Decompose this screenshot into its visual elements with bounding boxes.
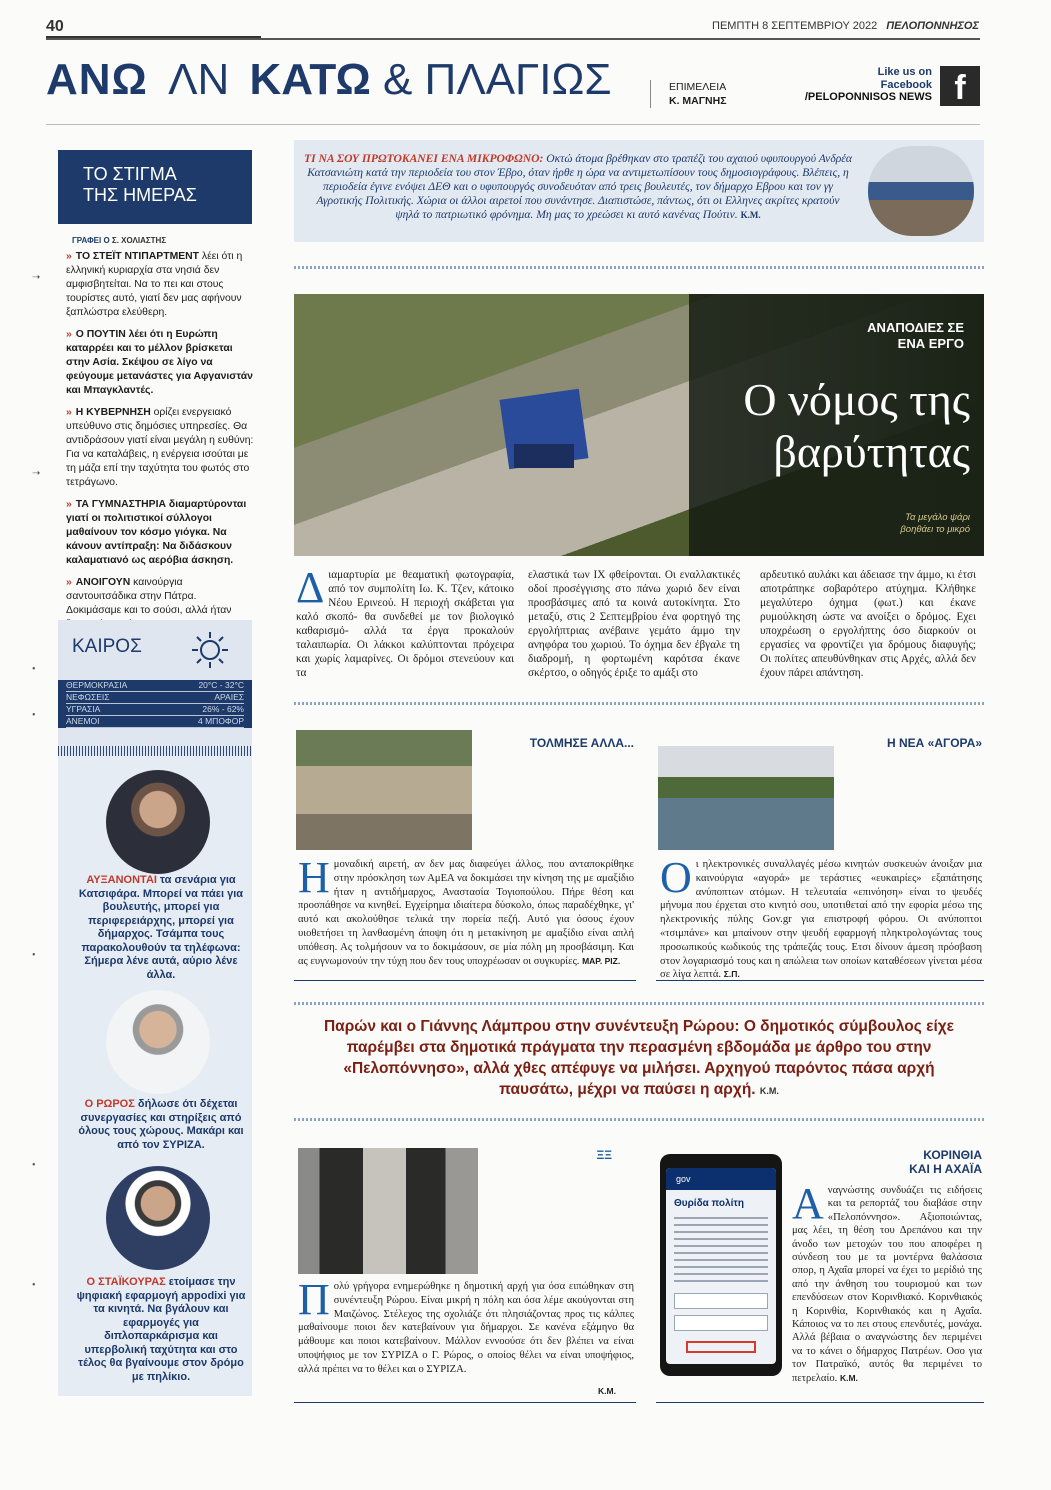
lead-title-line-1: Ο νόμος της: [743, 374, 970, 425]
lake-photo: [658, 746, 834, 850]
truck-cab: [514, 444, 574, 468]
meeting-photo: [868, 146, 974, 236]
phone-screenshot: [660, 1154, 782, 1376]
phone-input: [674, 1293, 768, 1309]
top-box-body: Οκτώ άτομα βρέθηκαν στο τραπέζι του αχαιού υφυπουργού Ανδρέα Κατσανιώτη κατά την περιοδεία του στον Έβρο, όταν ήρθε η ώρα να αντιμετωπίσουν τους δημοσιογράφους. Βλέπεις, η περιοδεία έγινε ενόψει ΔΕΘ και ο υφυπουργός συνοδευόταν από τρεις βουλευτές, τον δήμαρχο Εβρου και τον γγ Αγροτικής Πολιτικής. Χώρια οι άλλοι αιρετοί που συνάντησε. Διαπιστώσε, πάντως, ότι οι Ελληνες ακρίτες κρατούν ψηλά το πατριωτικό φρόνημα. Μη μας το χρεώσει κι αυτό κανένας Πούτιν.: [307, 152, 852, 221]
stigma-item: [66, 406, 254, 490]
people-item-text: ετοίμασε την ψηφιακή εφαρμογή appodixi για τα κινητά. Να βγάλουν και εφαρμογές για διπλοπαρκάρισμα και υπερβολική ταχύτητα και στο τέλος θα βγαίνουμε στον δρόμο με πηλίκιο.: [76, 1276, 246, 1383]
banner-text: Παρών και ο Γιάννης Λάμπρου στην συνέντευξη Ρώρου: Ο δημοτικός σύμβουλος είχε παρέμβει στα δημοτικά πράγματα την περασμένη εβδομάδα με άρθρο του στην «Πελοπόννησο», αλλά χθες απέφυγε να μιλήσει. Αρχηγού παρόντος πάσα αρχή παυσάτω, μέχρι να παύσει η αρχή.: [323, 1018, 955, 1098]
story-kse: [294, 1138, 636, 1403]
stigma-item-text: καινούργια σαντουιτσάδικα στην Πάτρα. Δοκιμάσαμε και το σούσι, αλλά ήταν: [66, 577, 232, 616]
stigma-item-text: λέει ότι η ελληνική κυριαρχία στα νησιά δεν αμφισβητείται. Να το πει και στους τουρίστες αυτό, γιατί δεν μας αφήνουν ξαπλώστρα ελεύθερη.: [66, 251, 243, 318]
avatar: [106, 770, 210, 874]
story-body: [298, 1275, 634, 1377]
stigma-item-lead: ΤΟ ΣΤΕΪΤ ΝΤΙΠΑΡΤΜΕΝΤ: [75, 251, 200, 262]
kicker-line-2: ΚΑΙ Η ΑΧΑΪΑ: [909, 1162, 982, 1176]
lead-caption-line-1: Τα μεγάλο ψάρι: [905, 512, 970, 523]
editor-label: ΕΠΙΜΕΛΕΙΑ: [669, 81, 727, 93]
story-body-text: μοναδική αιρετή, αν δεν μας διαφεύγει άλλος, που ανταποκρίθηκε στην πρόσκληση των ΑμΕΑ να δοκιμάσει την κίνηση της με αμαξίδιο ήταν η αντιδήμαρχος, Αναστασία Τογιοπούλου. Πήρε θέση και προσπάθησε να κινηθεί. Εγχείρημα ιδιαίτερα δύσκολο, όπως παραδέχθηκε, γι' αυτό και ακολούθησε τελικά την πορεία πεζή. Αυτό για όσους έχουν υιοθετήσει τη λανθασμένη άποψη ότι η μετακίνηση με αμαξίδιο είναι απλή υπόθεση. Ας τολμήσουν να το δοκιμάσουν, σε μία πόλη μη προσβάσιμη. Και ας ευγνωμονούν την τύχη που δεν τους υποχρέωσαν οι συγκυρίες.: [298, 859, 634, 967]
facebook-promo[interactable]: [800, 66, 980, 106]
story-sign: ΜΑΡ. ΡΙΖ.: [582, 955, 621, 966]
weather-row: [66, 680, 244, 692]
banner-sign: Κ.Μ.: [759, 1086, 779, 1096]
weather-value: 20°C - 32°C: [198, 680, 244, 690]
dropcap: Δ: [296, 563, 325, 612]
story-body-text: ναγνώστης συνδυάζει τις ειδήσεις και τα ρεπορτάζ του διαβάσε στην «Πελοπόννησο». Αξιοποιώντας, μας λέει, τη θέση του Δρεπάνου και την άνοδο των μετοχών του που αποφέρει η σύνδεση του με τα μοντέρνα θαλάσσια σπορ, η Αχαΐα μπορεί να έχει το μερίδιό της από την άνθηση του τουρισμού και των επενδύσεων στον Κορινθιακό. Κορινθιακός η Κορινθία, Κορινθιακός και η Αχαΐα. Κάποιος να το πει στους επενδυτές, μονάχα. Αλλά βέβαια ο αναγνώστης δεν περιμένει να το κάνει ο δήμαρχος Πατρέων. Οσο για τον Πατραϊκό, αυτός θα περιμένει το πετρελαίο.: [792, 1185, 982, 1384]
lead-caption-line-2: βοηθάει το μικρό: [900, 524, 970, 535]
stigma-line-2: ΤΗΣ ΗΜΕΡΑΣ: [83, 185, 197, 205]
section-divider: [294, 702, 984, 705]
header-bottom-rule: [46, 124, 980, 125]
lead-kicker: [867, 320, 964, 352]
stigma-item-lead: ΤΑ ΓΥΜΝΑΣΤΗΡΙΑ: [75, 499, 166, 510]
weather-label: ΥΓΡΑΣΙΑ: [66, 704, 101, 714]
weather-label: ΘΕΡΜΟΚΡΑΣΙΑ: [66, 680, 128, 690]
author-prefix: ΓΡΑΦΕΙ Ο: [72, 236, 110, 245]
people-item-lead: ΑΥΞΑΝΟΝΤΑΙ: [86, 874, 157, 886]
door-photo: [298, 1148, 478, 1274]
weather-value: ΑΡΑΙΕΣ: [214, 692, 244, 702]
editor-block: [650, 80, 727, 108]
phone-input: [674, 1315, 768, 1331]
story-agora: [656, 726, 984, 981]
stigma-item-lead: ΑΝΟΙΓΟΥΝ: [75, 577, 131, 588]
stigma-item-text: διαμαρτύρονται γιατί οι πολιτιστικοί σύλλογοι μαθαίνουν τον κόσμο γιόγκα. Να κάνουν αντίπραξη: Να διδάσκουν καλαματιανό ως αερόβια άσκηση.: [66, 499, 247, 566]
header-date: [712, 20, 979, 32]
facebook-icon[interactable]: f: [940, 66, 980, 106]
stigma-item-text: ορίζει ενεργειακό υπεύθυνο στις δημόσιες υπηρεσίες. Θα αντιδράσουν γιατί είναι μεγάλη η ευθύνη: Για να καταλάβεις, η ενέργεια ισούται με τη μάζα επί την ταχύτητα του φωτός στο τετράγωνο.: [66, 407, 254, 488]
banner-quote: [316, 1016, 962, 1102]
dropcap: Α: [792, 1179, 824, 1228]
avatar: [106, 990, 210, 1094]
people-item-lead: Ο ΡΩΡΟΣ: [84, 1098, 135, 1110]
weather-value: 26% - 62%: [202, 704, 244, 714]
arrow-icon: »: [66, 251, 72, 262]
top-box: [294, 140, 984, 242]
top-box-lead: ΤΙ ΝΑ ΣΟΥ ΠΡΩΤΟΚΑΝΕΙ ΕΝΑ ΜΙΚΡΟΦΩΝΟ:: [304, 152, 544, 165]
phone-text-lines: [674, 1217, 768, 1287]
lead-title: [743, 374, 970, 478]
weather-row: [66, 716, 244, 728]
people-item: [74, 1098, 248, 1152]
lead-caption: [900, 512, 970, 536]
gov-logo: gov: [676, 1174, 691, 1184]
stigma-item-lead: Η ΚΥΒΕΡΝΗΣΗ: [75, 407, 151, 418]
lead-kicker-line-1: ΑΝΑΠΟΔΙΕΣ ΣΕ: [867, 320, 964, 335]
date-text: ΠΕΜΠΤΗ 8 ΣΕΠΤΕΜΒΡΙΟΥ 2022: [712, 20, 878, 32]
title-plagios: & ΠΛΑΓΙΩΣ: [382, 55, 612, 104]
story-body-text: ι ηλεκτρονικές συναλλαγές μέσω κινητών συσκευών άνοιξαν μια καινούργια «αγορά» με τεράστιες «ευκαιρίες» εξαπάτησης ανύποπτων ατόμων. Η τελευταία «επινόηση» είναι το ψευδές μήνυμα που έρχεται στο κινητό σου, υποτιθεταί από την εφορία μέσω της ηλεκτρονικής πύλης Gov.gr για επιστροφή φόρου. Οι ανύποπτοι «τσιμπάνε» και μπαίνουν στην ψευδή εφαρμογή πληκτρολογώντας τους προσωπικούς κωδικούς της τράπεζάς τους. Ετσι δίνουν άμεση πρόσβαση στον λογαριασμό τους και η απώλεια των οποίων καταθέσεων γίνεται μέσα σε λίγα λεπτά.: [660, 859, 982, 981]
paper-name: ΠΕΛΟΠΟΝΝΗΣΟΣ: [886, 20, 979, 32]
stigma-list: [66, 250, 254, 640]
dropcap: Ο: [660, 853, 692, 902]
story-body: [792, 1179, 982, 1385]
header-rule: [46, 38, 980, 40]
stigma-item: [66, 498, 254, 568]
story-body-text: ολύ γρήγορα ενημερώθηκε η δημοτική αρχή για όσα ειπώθηκαν στη συνέντευξη Ρώρου. Είναι μικρή η πόλη και όσα λέμε ακούγονται στη Μαιζώνος. Στέλεχος της σχολιάζε ότι πλησιάζοντας προς τις κάλπες μαθαίνουμε ποιοι δεν κατεβαίνουν για δήμαρχοι. Σε κανένα εξάμηνο θα μάθουμε και ποιοι κατεβαίνουν. Μάλλον εννοούσε ότι δεν βλέπει να είναι υποψήφιος με τον ΣΥΡΙΖΑ ο Γ. Ρώρος, ο οποίος θέλει να είναι υποψήφιος, αλλά πρέπει να το θέλει και ο ΣΥΡΙΖΑ.: [298, 1281, 634, 1375]
weather-row: [66, 692, 244, 704]
sun-icon: [190, 630, 230, 670]
story-body: [660, 853, 982, 982]
phone-url-highlight: [686, 1341, 756, 1353]
weather-label: ΑΝΕΜΟΙ: [66, 716, 100, 726]
story-kicker: ΞΞ: [596, 1148, 612, 1162]
column-title: [46, 55, 612, 105]
weather-row: [66, 704, 244, 716]
lead-col-1-text: ιαμαρτυρία με θεαματική φωτογραφία, από τον συμπολίτη Ιω. Κ. Τζεν, κάτοικο Νέου Ερινεού. Η περιοχή σκάβεται για καλό σκοπό- θα συνδεθεί με τον βιολογικό καθαρισμό- αλλά τα έργα προκαλούν ταλαιπωρία. Οι λάκκοι καλύπτονται πρόχειρα και χωρίς λαμαρίνες. Οι δρόμοι στενεύουν και τα: [296, 569, 514, 679]
weather-title: ΚΑΙΡΟΣ: [72, 636, 142, 657]
weather-value: 4 ΜΠΟΦΟΡ: [198, 716, 244, 726]
lead-photo: [294, 294, 984, 556]
section-divider: [294, 1002, 984, 1005]
stigma-item: [66, 250, 254, 320]
phone-appbar: [666, 1168, 776, 1190]
lead-col-3: [760, 568, 976, 680]
lead-title-line-2: βαρύτητας: [773, 426, 970, 477]
story-sign: Σ.Π.: [723, 969, 740, 980]
dropcap: Η: [298, 853, 330, 902]
section-divider: [294, 1118, 984, 1121]
phone-title: Θυρίδα πολίτη: [674, 1198, 744, 1209]
stigma-item-text: λέει ότι η Ευρώπη καταρρέει και το μέλλον βρίσκεται στην Ασία. Σκέψου σε λίγο να φεύγουμε μετανάστες για Αφγανιστάν και Μπαγκλαντές.: [66, 329, 253, 396]
top-box-sign: Κ.Μ.: [740, 210, 761, 220]
fb-line-1: Like us on: [877, 66, 932, 78]
kicker-line-1: ΚΟΡΙΝΘΙΑ: [923, 1148, 982, 1162]
people-item-text: δήλωσε ότι δέχεται συνεργασίες και στηρίξεις από όλους τους χώρους. Μακάρι και από τον ΣΥΡΙΖΑ.: [78, 1098, 244, 1151]
sidebar-author: [72, 236, 166, 245]
weather-table: [58, 680, 252, 728]
page-number: [46, 18, 261, 38]
phone-screen: [666, 1168, 776, 1364]
story-kicker: [909, 1148, 982, 1176]
lead-col-1: [296, 563, 514, 680]
title-kato: ΚΑΤΩ: [249, 55, 371, 104]
top-box-text: [304, 152, 852, 222]
people-sidebar: [58, 756, 252, 1396]
story-body: [298, 853, 634, 968]
arrow-icon: »: [66, 577, 72, 588]
story-korinthia: [656, 1138, 984, 1403]
avatar: [106, 1166, 210, 1270]
people-item-text: τα σενάρια για Κατσιφάρα. Μπορεί να πάει για βουλευτής, μπορεί για περιφερειάρχης, μπορεί για δήμαρχος. Τσάμπα τους παρακολουθούν τα τηλέφωνα: Σήμερα λένε αυτά, αύριο λένε άλλα.: [78, 874, 244, 981]
people-item: [74, 874, 248, 982]
arrow-icon: »: [66, 329, 72, 340]
stigma-item-lead: Ο ΠΟΥΤΙΝ: [75, 329, 126, 340]
story-tolmise: [294, 726, 636, 981]
story-sign: Κ.Μ.: [598, 1386, 616, 1396]
fb-line-3: /PELOPONNISOS NEWS: [804, 91, 932, 103]
weather-box: [58, 620, 252, 756]
fb-line-2: Facebook: [880, 78, 932, 91]
arrow-icon: »: [66, 499, 72, 510]
lead-col-3-text: αρδευτικό αυλάκι και άδειασε την άμμο, κι έτσι αποτράπηκε σοβαρότερο ατύχημα. Κλήθηκε μεγαλύτερο όχημα (φωτ.) και έκανε ρυμούλκηση ώστε να ανοίξει ο δρόμος. Εχει υποχρέωση ο εργολήπτης όσο διαρκούν οι εργασίες να φροντίζει για δρόμους διαφυγής; Οι πολίτες απευθύνθηκαν στις Αρχές, αλλά δεν έχουν πάρει απάντηση.: [760, 569, 976, 679]
section-divider: [294, 266, 984, 269]
arrow-icon: »: [66, 407, 72, 418]
lead-col-2: [528, 568, 740, 680]
margin-marks: ➝ ➝ • • • • •: [32, 272, 41, 1291]
people-item-lead: Ο ΣΤΑΪΚΟΥΡΑΣ: [86, 1276, 166, 1288]
story-sign: Κ.Μ.: [839, 1372, 858, 1383]
title-ano: ΑΝΩ: [46, 55, 148, 104]
dropcap: Π: [298, 1275, 330, 1324]
people-item: [74, 1276, 248, 1384]
page-number-value: 40: [46, 18, 64, 35]
lead-col-2-text: ελαστικά των ΙΧ φθείρονται. Οι εναλλακτικές οδοί προσέγγισης στο πάνω χωριό δεν είναι προσβάσιμες από τα κοινά αυτοκίνητα. Στο μεταξύ, στις 2 Σεπτεμβρίου ένα φορτηγό της εργολήπτριας ανέβαινε γεμάτο άμμο την ανηφόρα του χωριού. Το όχημα δεν έβγαλε τη διαδρομή, η φορτωμένη καρότσα έκανε σκέρτσο, ο οδηγός έριξε το αμάξι στο: [528, 569, 740, 679]
stigma-line-1: ΤΟ ΣΤΙΓΜΑ: [83, 164, 177, 184]
weather-stripe: [58, 746, 252, 756]
wheelchair-photo: [296, 730, 472, 850]
story-kicker: Η ΝΕΑ «ΑΓΟΡΑ»: [886, 736, 982, 750]
lead-kicker-line-2: ΕΝΑ ΕΡΓΟ: [897, 336, 964, 351]
story-kicker: ΤΟΛΜΗΣΕ ΑΛΛΑ...: [529, 736, 634, 750]
stigma-item: [66, 328, 254, 398]
author-name: Σ. ΧΟΛΙΑΣΤΗΣ: [111, 236, 167, 245]
editor-name: Κ. ΜΑΓΝΗΣ: [669, 95, 727, 107]
title-ln: ΛΝ: [168, 55, 230, 104]
stigma-box: [58, 150, 252, 224]
weather-label: ΝΕΦΩΣΕΙΣ: [66, 692, 110, 702]
